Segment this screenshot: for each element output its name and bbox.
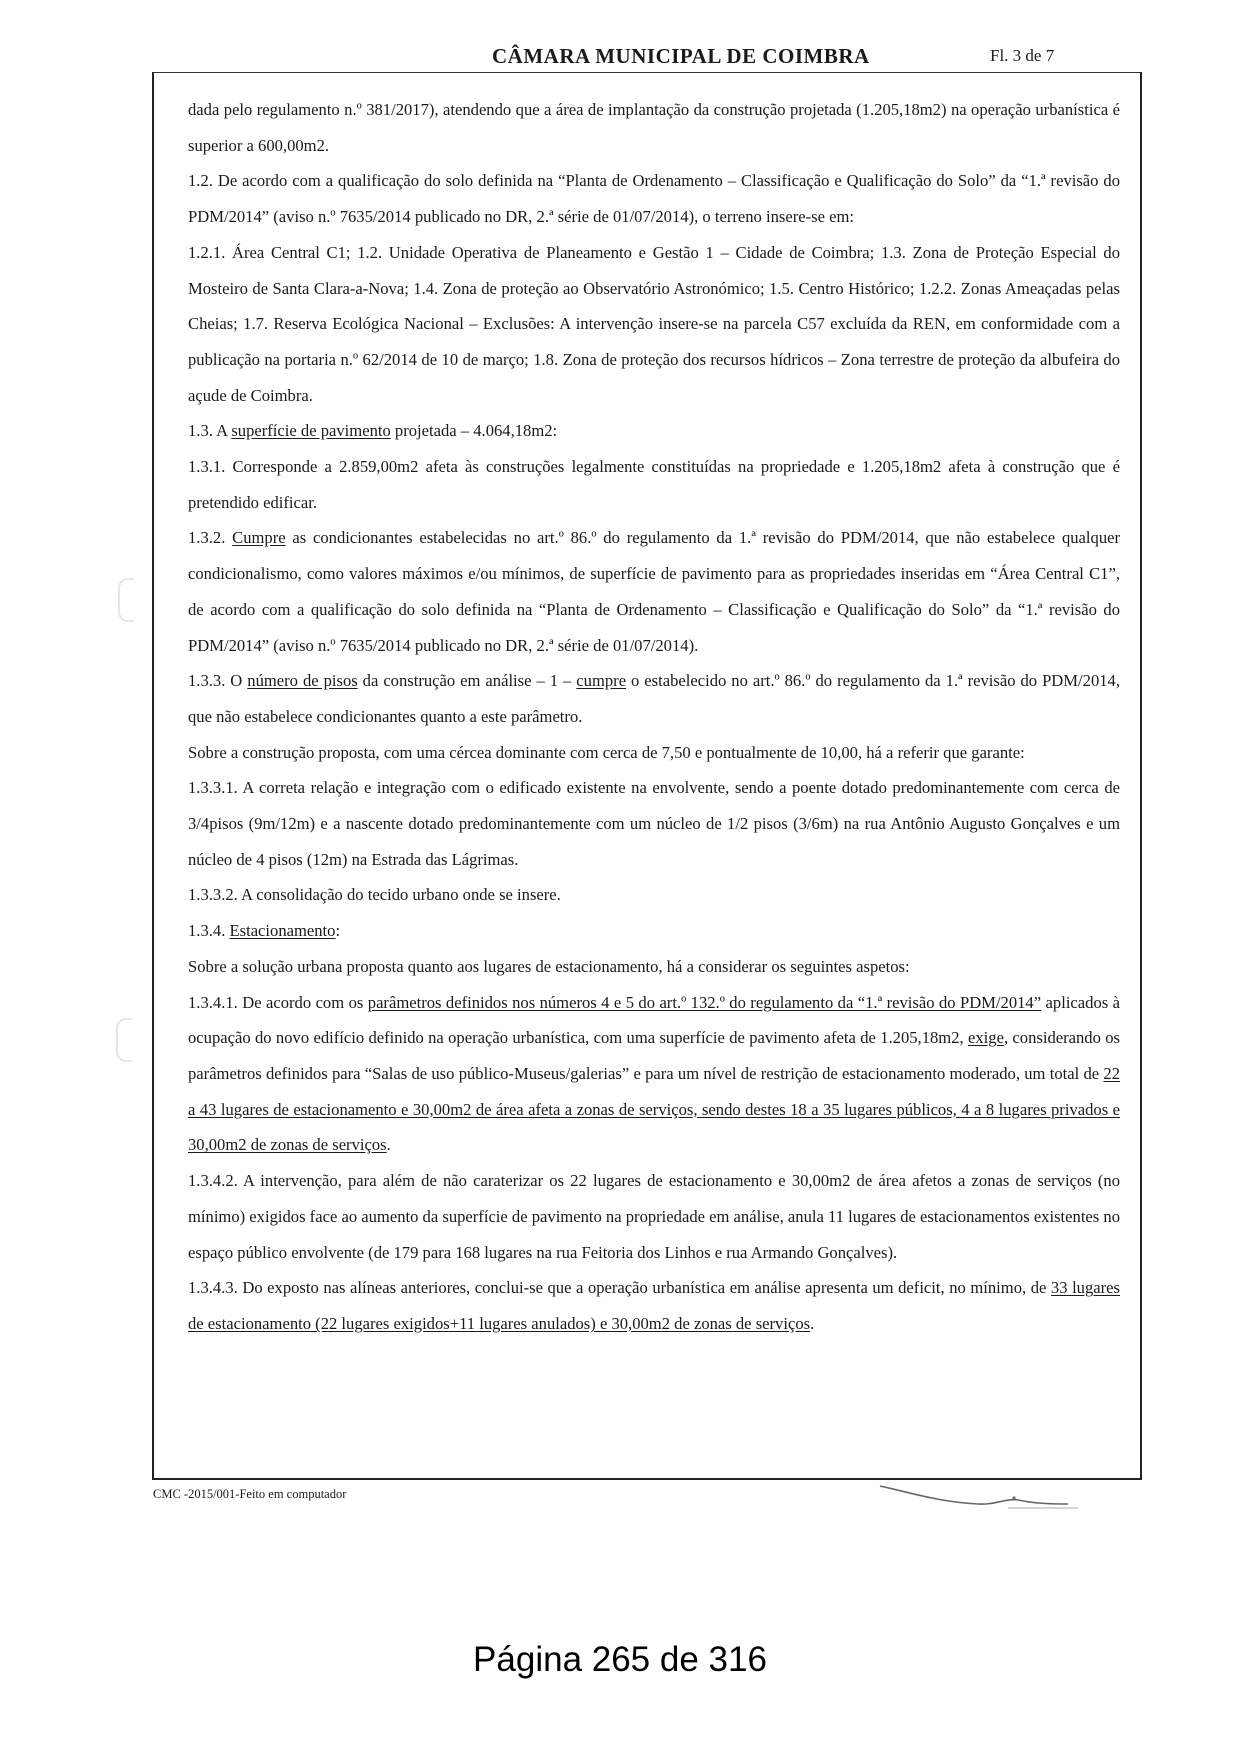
underlined-text: Cumpre [232,528,286,548]
page-number: Página 265 de 316 [473,1640,767,1679]
underlined-text: Estacionamento [229,921,336,941]
text: , considerando os parâmetros definidos para “Salas de uso público-Museus/galerias” e para um nível de restrição de estacionamento moderado, um total de [188,1028,1120,1083]
underlined-text: 33 lugares de estacionamento (22 lugares exigidos+11 lugares anulados) e 30,00m2 de zonas de serviços [188,1278,1120,1333]
paragraph: 1.2. De acordo com a qualificação do solo definida na “Planta de Ordenamento – Classificação e Qualificação do Solo” da “1.ª revisão do PDM/2014” (aviso n.º 7635/2014 publicado no DR, 2.ª série de 01/07/2014), o terreno insere-se em: [188,171,1120,227]
text: 1.3.2. [188,528,233,548]
text: projetada – 4.064,18m2: [390,421,558,441]
section-1-3-3 [188,663,1120,734]
margin-scan-mark [118,578,134,622]
signature-initials [878,1478,1078,1518]
footer-code: CMC -2015/001-Feito em computador [153,1487,347,1501]
text: : [335,921,341,941]
page-header [152,44,1142,70]
text: as condicionantes estabelecidas no art.º 86.º do regulamento da 1.ª revisão do PDM/2014, que não estabelece qualquer condicionalismo, como valores máximos e/ou mínimos, de superfície de pavimento para as propriedades inseridas em “Área Central C1”, de acordo com a qualificação do solo definida na “Planta de Ordenamento – Classificação e Qualificação do Solo” da “1.ª revisão do PDM/2014” (aviso n.º 7635/2014 publicado no DR, 2.ª série de 01/07/2014). [188,528,1121,655]
margin-scan-mark [116,1018,132,1062]
underlined-text: cumpre [576,671,627,691]
document-body [188,92,1120,1342]
section-1-3-4-3 [188,1270,1120,1341]
underlined-text: exige [968,1028,1004,1048]
section-1-3 [188,413,1120,449]
text: 1.3.4.3. Do exposto nas alíneas anteriores, conclui-se que a operação urbanística em análise apresenta um deficit, no mínimo, de [188,1278,1051,1298]
text: 1.3.4.1. De acordo com os [188,992,368,1012]
section-1-3-1: 1.3.1. Corresponde a 2.859,00m2 afeta às construções legalmente constituídas na propriedade e 1.205,18m2 afeta à construção que é pretendido edificar. [188,457,1120,512]
header-folio: Fl. 3 de 7 [990,46,1055,65]
section-1-3-2 [188,520,1120,663]
paragraph: Sobre a solução urbana proposta quanto aos lugares de estacionamento, há a considerar os seguintes aspetos: [188,956,910,976]
paragraph: Sobre a construção proposta, com uma cércea dominante com cerca de 7,50 e pontualmente de 10,00, há a referir que garante: [188,742,1025,762]
text: 1.3.4. [188,921,230,941]
text: o estabelecido no art.º 86.º do regulamento da 1.ª revisão do PDM/2014, que não estabelece condicionantes quanto a este parâmetro. [188,671,1120,726]
paragraph: 1.2.1. Área Central C1; 1.2. Unidade Operativa de Planeamento e Gestão 1 – Cidade de Coimbra; 1.3. Zona de Proteção Especial do Mosteiro de Santa Clara-a-Nova; 1.4. Zona de proteção ao Observatório Astronómico; 1.5. Centro Histórico; 1.2.2. Zonas Ameaçadas pelas Cheias; 1.7. Reserva Ecológica Nacional – Exclusões: A intervenção insere-se na parcela C57 excluída da REN, em conformidade com a publicação na portaria n.º 62/2014 de 10 de março; 1.8. Zona de proteção dos recursos hídricos – Zona terrestre de proteção da albufeira do açude de Coimbra. [188,242,1120,405]
section-1-3-4-2: 1.3.4.2. A intervenção, para além de não caraterizar os 22 lugares de estacionamento e 30,00m2 de área afetos a zonas de serviços (no mínimo) exigidos face ao aumento da superfície de pavimento na propriedade em análise, anula 11 lugares de estacionamentos existentes no espaço público envolvente (de 179 para 168 lugares na rua Feitoria dos Linhos e rua Armando Gonçalves). [188,1171,1120,1262]
underlined-text: número de pisos [247,671,358,691]
underlined-text: superfície de pavimento [231,421,391,441]
section-1-3-3-1: 1.3.3.1. A correta relação e integração com o edificado existente na envolvente, sendo a poente dotado predominantemente com cerca de 3/4pisos (9m/12m) e a nascente dotado predominantemente com um núcleo de 1/2 pisos (3/6m) na rua Antônio Augusto Gonçalves e um núcleo de 4 pisos (12m) na Estrada das Lágrimas. [188,778,1120,869]
header-title: CÂMARA MUNICIPAL DE COIMBRA [492,44,870,68]
text: 1.3. A [188,421,232,441]
section-1-3-4-1 [188,985,1120,1164]
text: . [386,1135,391,1155]
underlined-text: parâmetros definidos nos números 4 e 5 do art.º 132.º do regulamento da “1.ª revisão do PDM/2014” [367,992,1042,1012]
section-1-3-4 [188,913,1120,949]
text: 1.3.3. O [188,671,248,691]
text: da construção em análise – 1 – [357,671,577,691]
section-1-3-3-2: 1.3.3.2. A consolidação do tecido urbano onde se insere. [188,885,561,905]
text: . [810,1313,815,1333]
underlined-text: 22 a 43 lugares de estacionamento e 30,00m2 de área afeta a zonas de serviços, sendo destes 18 a 35 lugares públicos, 4 a 8 lugares privados e 30,00m2 de zonas de serviços [188,1063,1120,1155]
text: aplicados à ocupação do novo edifício definido na operação urbanística, com uma superfície de pavimento afeta de 1.205,18m2, [188,992,1121,1048]
paragraph: dada pelo regulamento n.º 381/2017), atendendo que a área de implantação da construção projetada (1.205,18m2) na operação urbanística é superior a 600,00m2. [188,100,1120,155]
